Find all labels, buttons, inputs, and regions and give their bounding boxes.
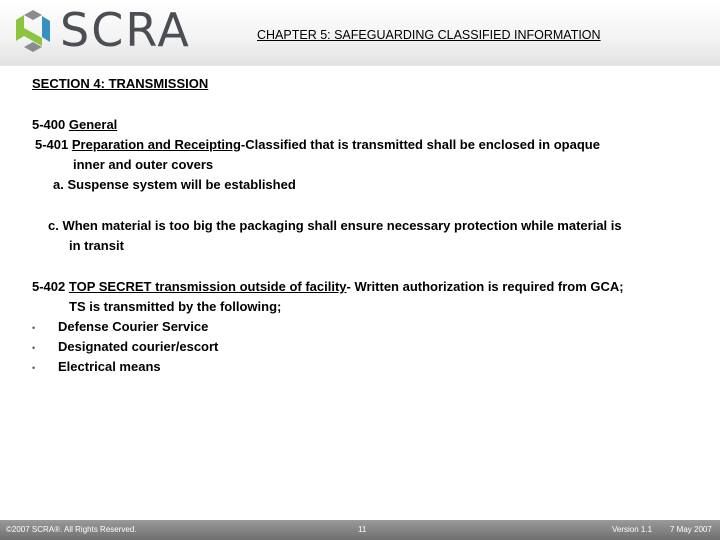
version-text: Version 1.1 [612,525,653,534]
list-item-c: c. When material is too big the packaging shall ensure necessary protection while material is [48,218,622,233]
page-number: 11 [358,525,367,534]
section-number: 5-401 [35,137,69,152]
section-5-401 [35,135,600,155]
scra-logo [10,3,191,58]
section-number: 5-402 [32,279,66,294]
section-text-continued: inner and outer covers [73,157,214,172]
bullet-item: Defense Courier Service [58,319,209,334]
date-text: 7 May 2007 [670,525,712,534]
chapter-title: CHAPTER 5: SAFEGUARDING CLASSIFIED INFORMATION [257,28,601,42]
section-text: - Written authorization is required from GCA; [346,279,624,294]
section-heading: Preparation and Receipting [71,137,241,152]
bullet-marker: • [32,363,36,373]
slide-header [0,0,720,66]
copyright-text: ©2007 SCRA®. All Rights Reserved. [6,525,137,534]
bullet-item: Designated courier/escort [58,339,219,354]
section-5-402 [32,277,624,297]
list-item-c-continued: in transit [69,238,124,253]
scra-logo-icon [10,8,56,54]
section-heading: TOP SECRET transmission outside of facility [68,279,347,294]
section-number: 5-400 [32,117,66,132]
logo-wordmark: SCRA [60,3,191,57]
section-text: -Classified that is transmitted shall be enclosed in opaque [240,137,600,152]
list-item-a: a. Suspense system will be established [53,177,296,192]
section-title: SECTION 4: TRANSMISSION [32,76,209,91]
section-5-400 [32,115,117,135]
bullet-marker: • [32,343,36,353]
slide-footer [0,520,720,540]
bullet-item: Electrical means [58,359,161,374]
bullet-marker: • [32,323,36,333]
section-text-continued: TS is transmitted by the following; [69,299,282,314]
section-heading: General [68,117,118,132]
